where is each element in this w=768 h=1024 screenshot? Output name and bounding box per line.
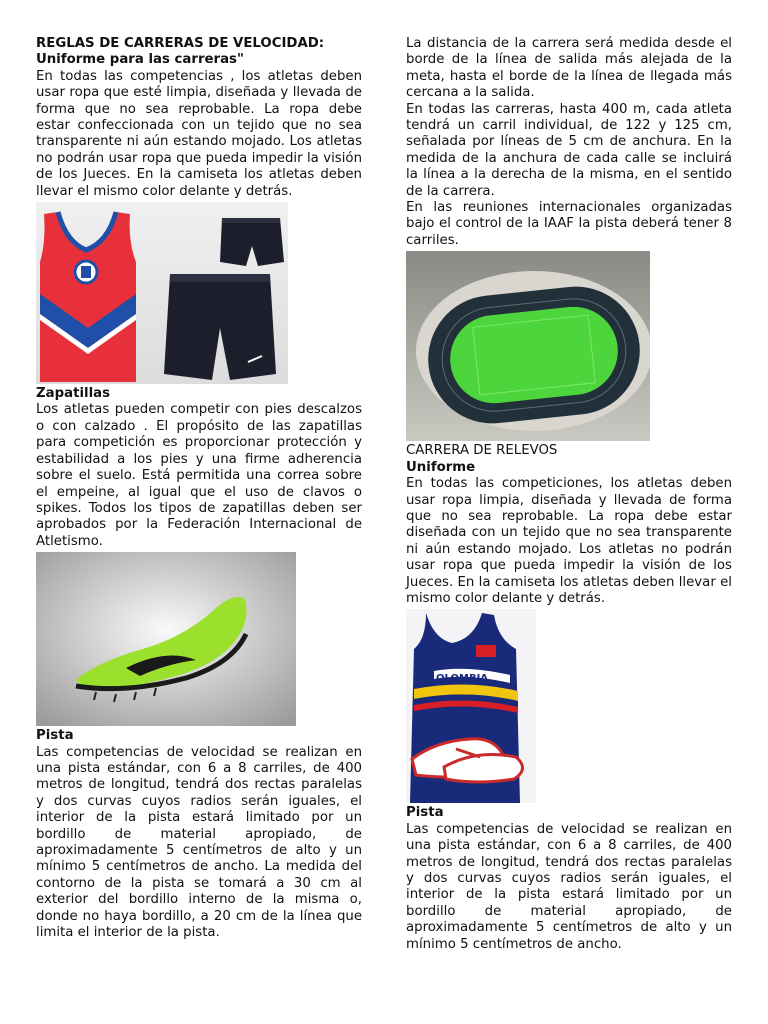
uniform-heading: Uniforme para las carreras" [36, 52, 244, 68]
spike-shoe-illustration [36, 552, 296, 726]
iaaf-paragraph: En las reuniones internacionales organizadas bajo el control de la IAAF la pista deberá tener 8 carriles. [406, 200, 732, 248]
track-heading-left: Pista [36, 728, 74, 744]
track-image [406, 251, 650, 441]
page-title: REGLAS DE CARRERAS DE VELOCIDAD: [36, 36, 325, 51]
shoe-image [36, 552, 296, 726]
track-paragraph-right: Las competencias de velocidad se realizan en una pista estándar, con 6 a 8 carriles, de 400 metros de longitud, tendrá dos rectas paralelas y dos curvas cuyos radios serán iguales, el interior de la pista estará limitado por un bordillo de material apropiado, de aproximadamente 5 centímetros de alto y un mínimo 5 centímetros de ancho. [406, 821, 732, 952]
left-column [36, 36, 362, 941]
relay-uniform-image [406, 609, 536, 803]
right-column [406, 36, 732, 953]
colombia-uniform-illustration [406, 609, 536, 803]
relay-uniform-heading: Uniforme [406, 459, 476, 475]
lanes-paragraph: En todas las carreras, hasta 400 m, cada atleta tendrá un carril individual, de 122 y 125 cm, señalada por líneas de 5 cm de anchura. En la medida de la anchura de cada calle se incluirá la línea a la derecha de la misma, en el sentido de la carrera. [406, 101, 732, 199]
track-heading-right: Pista [406, 805, 444, 821]
shoes-heading: Zapatillas [36, 386, 111, 402]
relay-uniform-paragraph: En todas las competiciones, los atletas deben usar ropa limpia, diseñada y llevada de forma que no sea reprobable. La ropa debe estar diseñada con un tejido que no sea transparente ni aún estando mojado. Los atletas no podrán usar ropa que pueda impedir la visión de los Jueces. En la camiseta los atletas deben llevar el mismo color delante y detrás. [406, 476, 732, 606]
uniform-image [36, 202, 288, 384]
uniform-paragraph: En todas las competencias , los atletas deben usar ropa que esté limpia, diseñada y llevada de forma que no sea reprobable. La ropa debe estar confeccionada con un tejido que no sea transparente ni aún estando mojado. Los atletas no podrán usar ropa que pueda impedir la visión de los Jueces. En la camiseta los atletas deben llevar el mismo color delante y detrás. [36, 68, 362, 199]
relay-heading: CARRERA DE RELEVOS [406, 443, 558, 459]
running-uniform-illustration [36, 202, 288, 384]
athletics-track-illustration [406, 251, 650, 441]
jersey-text: OLOMBIA [436, 673, 489, 685]
track-paragraph-left: Las competencias de velocidad se realizan en una pista estándar, con 6 a 8 carriles, de 400 metros de longitud, tendrá dos rectas paralelas y dos curvas cuyos radios serán iguales, el interior de la pista estará limitado por un bordillo de material apropiado, de aproximadamente 5 centímetros de alto y un mínimo 5 centímetros de ancho. La medida del contorno de la pista se tomará a 30 cm al exterior del bordillo interno de la misma o, donde no haya bordillo, a 20 cm de la línea que limita el interior de la pista. [36, 744, 362, 940]
distance-paragraph: La distancia de la carrera será medida desde el borde de la línea de salida más alejada de la meta, hasta el borde de la línea de llegada más cercana a la salida. [406, 36, 732, 101]
shoes-paragraph: Los atletas pueden competir con pies descalzos o con calzado . El propósito de las zapatillas para competición es proporcionar protección y estabilidad a los pies y una firme adherencia sobre el suelo. Está permitida una correa sobre el empeine, al igual que el uso de clavos o spikes. Todos los tipos de zapatillas deben ser aprobados por la Federación Internacional de Atletismo. [36, 402, 362, 549]
